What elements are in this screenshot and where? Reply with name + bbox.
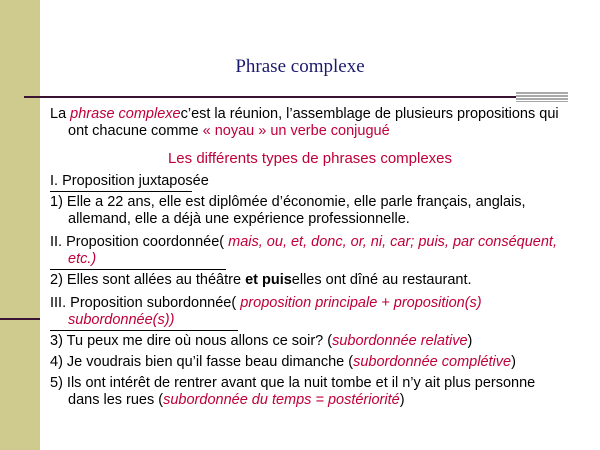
section1-example: 1) Elle a 22 ans, elle est diplômée d’économie, elle parle français, anglais, allemand, elle a déjà une expérience professionnelle. (50, 194, 526, 227)
side-bar (0, 0, 40, 450)
example-4-post: ) (511, 354, 516, 370)
example-4 (50, 354, 570, 371)
slide-content (50, 106, 570, 413)
example-3 (50, 333, 570, 350)
section3-heading (50, 295, 570, 329)
section2-note: mais, ou, et, donc, or, ni, car; puis, par conséquent, etc.) (68, 234, 557, 267)
example-4-pre: 4) Je voudrais bien qu’il fasse beau dimanche ( (50, 354, 354, 370)
section2-example-post: elles ont dîné au restaurant. (291, 272, 472, 288)
section2-title: II. Proposition coordonnée( (50, 234, 225, 250)
example-5 (50, 375, 570, 409)
title-divider-accent (516, 92, 568, 102)
example-5-label: subordonnée du temps = postériorité (163, 392, 400, 408)
section1-underline (50, 191, 192, 192)
example-5-pre: 5) Ils ont intérêt de rentrer avant que la nuit tombe et il n’y ait plus personne dans les rues ( (50, 375, 536, 408)
intro-prefix: La (50, 106, 71, 122)
section2-example (50, 272, 570, 289)
section2-example-bold: et puis (245, 272, 292, 288)
example-3-post: ) (467, 333, 473, 349)
section3-note: proposition principale + proposition(s) subordonnée(s)) (68, 295, 482, 328)
section1-title: I. Proposition juxtaposée (50, 173, 209, 189)
intro-noyau: « noyau » un verbe conjugué (202, 123, 390, 139)
section3-title: III. Proposition subordonnée( (50, 295, 237, 311)
section2-underline (50, 269, 226, 270)
intro-term: phrase complexe (70, 106, 181, 122)
section2-example-pre: 2) Elles sont allées au théâtre (50, 272, 246, 288)
slide-title: Phrase complexe (235, 56, 365, 77)
example-3-pre: 3) Tu peux me dire où nous allons ce soir? ( (50, 333, 333, 349)
section-heading: Les différents types de phrases complexes (167, 150, 453, 167)
intro-text: c’est la réunion, l’assemblage de plusieurs propositions qui ont chacune comme (68, 106, 559, 139)
section2-heading (50, 234, 570, 268)
example-5-post: ) (399, 392, 405, 408)
section3-underline (50, 330, 238, 331)
intro-paragraph (50, 106, 570, 140)
title-divider (24, 96, 560, 98)
side-divider (0, 318, 40, 320)
example-4-label: subordonnée complétive (353, 354, 512, 370)
example-3-label: subordonnée relative (332, 333, 468, 349)
